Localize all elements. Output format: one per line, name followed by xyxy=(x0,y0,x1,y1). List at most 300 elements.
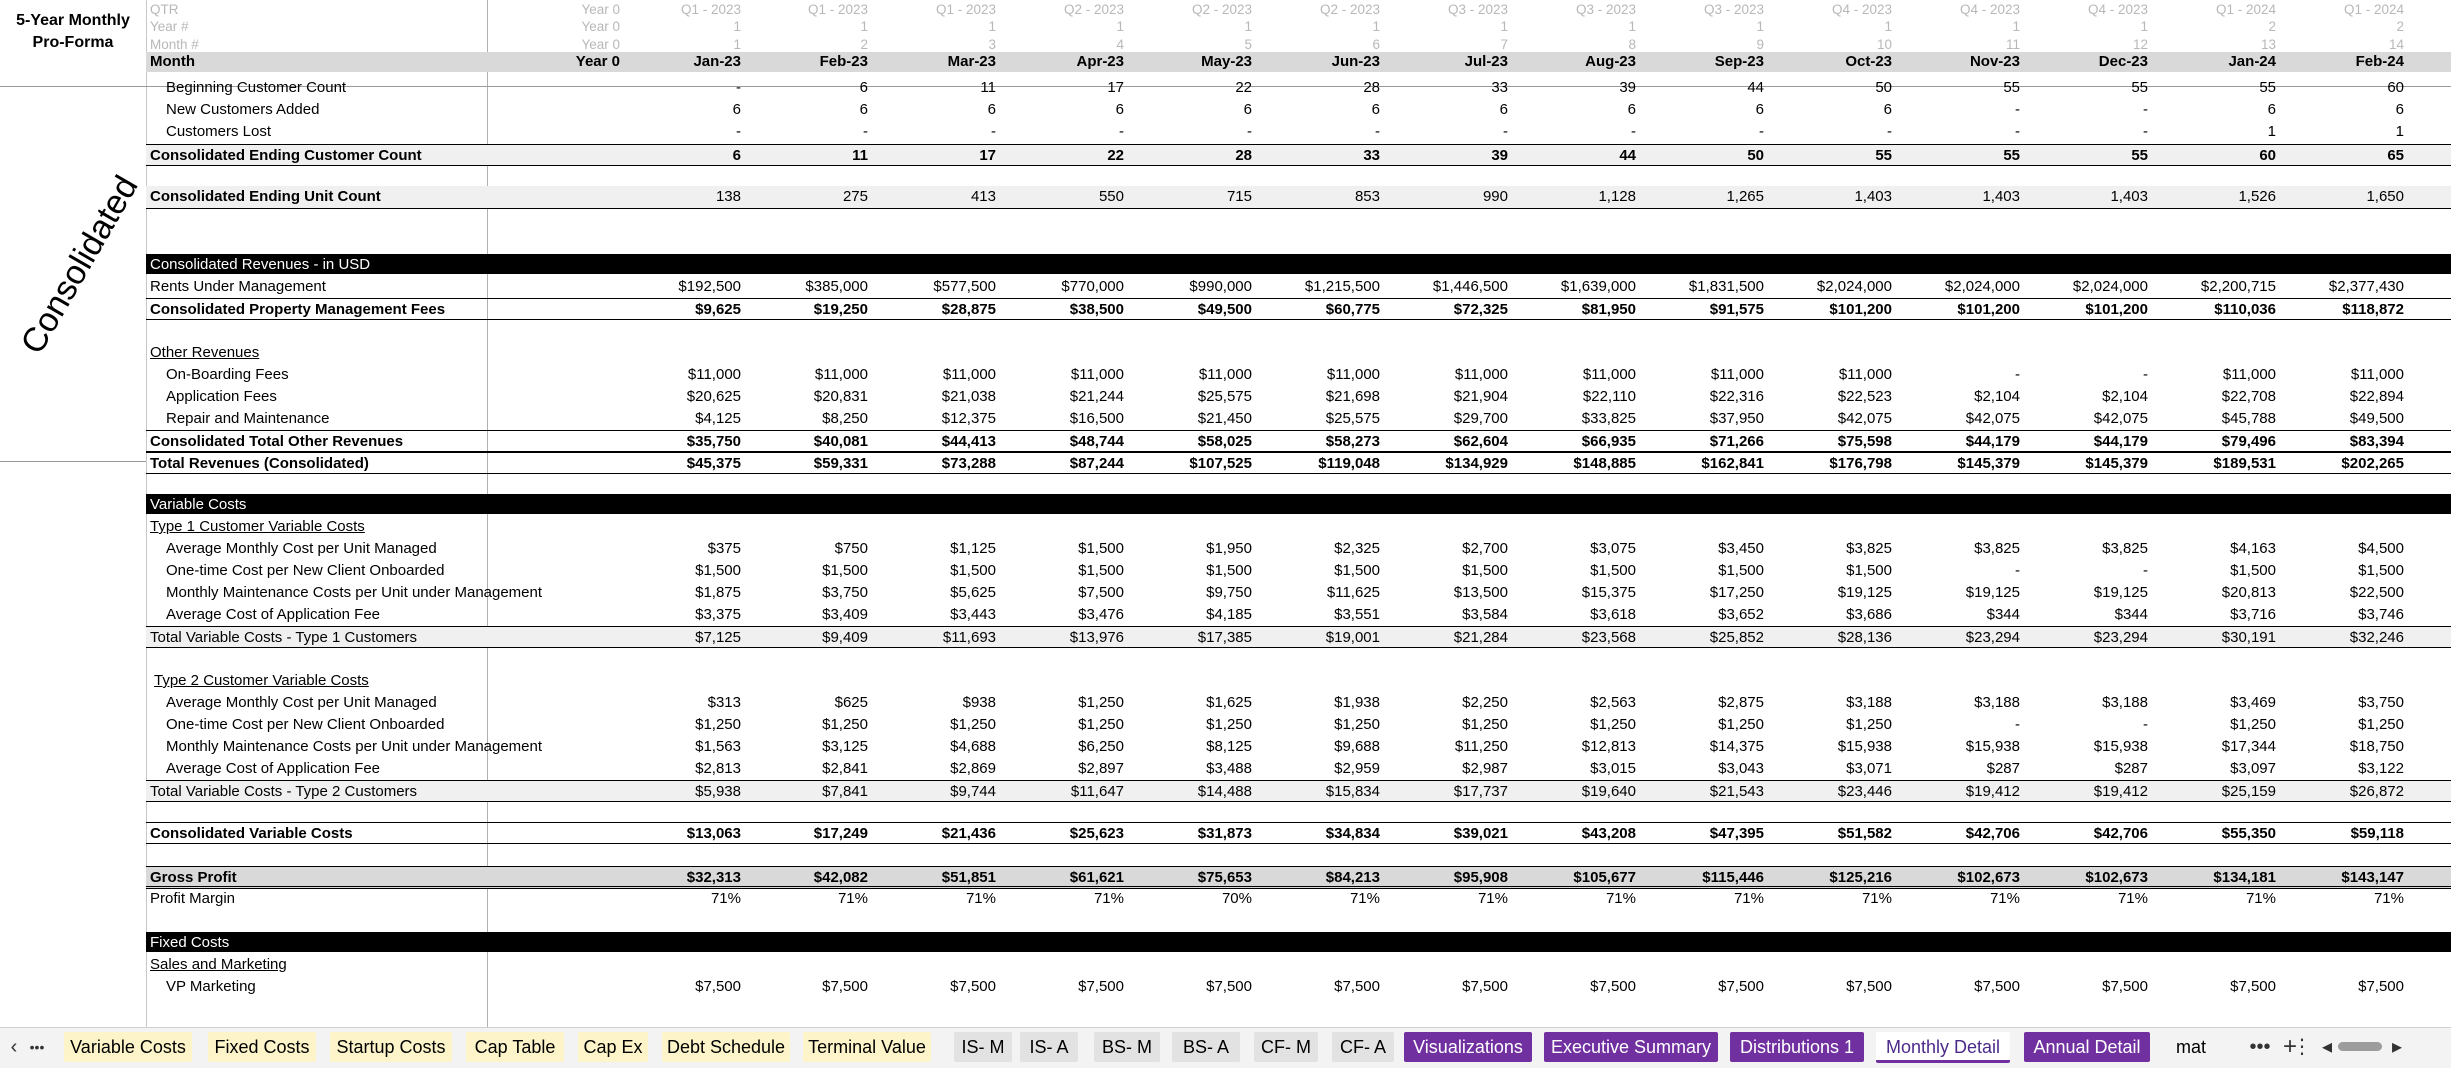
value-cell[interactable]: $1,250 xyxy=(1846,716,1892,733)
value-cell[interactable]: $1,250 xyxy=(1078,694,1124,711)
value-cell[interactable]: $19,125 xyxy=(2093,584,2148,601)
value-cell[interactable]: $101,200 xyxy=(1829,301,1892,318)
header-cell[interactable]: Oct-23 xyxy=(1845,53,1892,70)
value-cell[interactable]: $44,179 xyxy=(2093,433,2148,450)
value-cell[interactable]: $1,215,500 xyxy=(1304,278,1380,295)
sheet-tab[interactable]: CF- A xyxy=(1332,1032,1394,1062)
value-cell[interactable]: $2,024,000 xyxy=(1816,278,1892,295)
header-cell[interactable]: Mar-23 xyxy=(947,53,996,70)
value-cell[interactable]: $1,500 xyxy=(2358,562,2404,579)
row-label[interactable]: New Customers Added xyxy=(166,101,320,118)
value-cell[interactable]: 413 xyxy=(970,188,996,205)
value-cell[interactable]: $2,875 xyxy=(1718,694,1764,711)
row-label[interactable]: Variable Costs xyxy=(150,496,247,513)
value-cell[interactable]: 11 xyxy=(852,147,868,164)
row-label[interactable]: On-Boarding Fees xyxy=(166,366,289,383)
value-cell[interactable]: $1,938 xyxy=(1334,694,1380,711)
value-cell[interactable]: $1,250 xyxy=(2230,716,2276,733)
value-cell[interactable]: $3,450 xyxy=(1718,540,1764,557)
value-cell[interactable]: $344 xyxy=(1986,606,2020,623)
value-cell[interactable]: $6,250 xyxy=(1078,738,1124,755)
value-cell[interactable]: $9,750 xyxy=(1206,584,1252,601)
value-cell[interactable]: $73,288 xyxy=(941,455,996,472)
value-cell[interactable]: $9,744 xyxy=(950,783,996,800)
value-cell[interactable]: $15,938 xyxy=(1965,738,2020,755)
value-cell[interactable]: $3,015 xyxy=(1590,760,1636,777)
header-label[interactable]: Month xyxy=(150,53,195,70)
value-cell[interactable]: 715 xyxy=(1226,188,1252,205)
value-cell[interactable]: $22,523 xyxy=(1837,388,1892,405)
value-cell[interactable]: $13,500 xyxy=(1453,584,1508,601)
value-cell[interactable]: $35,750 xyxy=(686,433,741,450)
value-cell[interactable]: $23,294 xyxy=(1965,629,2020,646)
value-cell[interactable]: $287 xyxy=(2114,760,2148,777)
value-cell[interactable]: $4,125 xyxy=(695,410,741,427)
value-cell[interactable]: $22,110 xyxy=(1582,388,1636,405)
value-cell[interactable]: 22 xyxy=(1107,147,1124,164)
value-cell[interactable]: $25,575 xyxy=(1197,388,1252,405)
header-cell[interactable]: 1 xyxy=(1116,19,1124,34)
value-cell[interactable]: $990,000 xyxy=(1189,278,1252,295)
sheet-tab[interactable]: BS- A xyxy=(1172,1032,1240,1062)
value-cell[interactable]: $11,693 xyxy=(942,629,996,646)
sheet-tab[interactable]: Debt Schedule xyxy=(662,1032,790,1062)
value-cell[interactable]: $61,621 xyxy=(1069,869,1124,886)
header-label[interactable]: Year # xyxy=(150,19,189,34)
value-cell[interactable]: $148,885 xyxy=(1573,455,1636,472)
value-cell[interactable]: $33,825 xyxy=(1581,410,1636,427)
value-cell[interactable]: - xyxy=(2015,101,2020,118)
value-cell[interactable]: $25,623 xyxy=(1069,825,1124,842)
value-cell[interactable]: $17,737 xyxy=(1453,783,1508,800)
value-cell[interactable]: $1,831,500 xyxy=(1688,278,1764,295)
value-cell[interactable]: $5,938 xyxy=(695,783,741,800)
value-cell[interactable]: $1,950 xyxy=(1206,540,1252,557)
header-cell[interactable]: Q2 - 2023 xyxy=(1191,2,1252,17)
value-cell[interactable]: $2,987 xyxy=(1462,760,1508,777)
value-cell[interactable]: - xyxy=(2015,716,2020,733)
value-cell[interactable]: $22,316 xyxy=(1709,388,1764,405)
sheet-tab[interactable]: Cap Ex xyxy=(578,1032,648,1062)
value-cell[interactable]: $40,081 xyxy=(813,433,868,450)
value-cell[interactable]: $287 xyxy=(1986,760,2020,777)
value-cell[interactable]: 6 xyxy=(1499,101,1508,118)
value-cell[interactable]: $7,500 xyxy=(1206,978,1252,995)
value-cell[interactable]: $13,976 xyxy=(1069,629,1124,646)
value-cell[interactable]: $2,325 xyxy=(1334,540,1380,557)
value-cell[interactable]: 71% xyxy=(1605,890,1636,907)
value-cell[interactable]: $2,841 xyxy=(822,760,868,777)
value-cell[interactable]: $3,584 xyxy=(1462,606,1508,623)
value-cell[interactable]: $1,500 xyxy=(1462,562,1508,579)
row-label[interactable]: Average Monthly Cost per Unit Managed xyxy=(166,694,437,711)
value-cell[interactable]: $43,208 xyxy=(1581,825,1636,842)
header-cell[interactable]: Q4 - 2023 xyxy=(1959,2,2020,17)
value-cell[interactable]: $11,000 xyxy=(687,366,741,383)
value-cell[interactable]: $1,875 xyxy=(695,584,741,601)
value-cell[interactable]: $1,500 xyxy=(695,562,741,579)
value-cell[interactable]: $3,716 xyxy=(2230,606,2276,623)
value-cell[interactable]: $11,000 xyxy=(1454,366,1508,383)
header-cell[interactable]: Q1 - 2023 xyxy=(807,2,868,17)
value-cell[interactable]: $102,673 xyxy=(2085,869,2148,886)
header-cell[interactable]: Jul-23 xyxy=(1464,53,1508,70)
value-cell[interactable]: $2,200,715 xyxy=(2200,278,2276,295)
value-cell[interactable]: 1,650 xyxy=(2366,188,2404,205)
value-cell[interactable]: 138 xyxy=(715,188,741,205)
value-cell[interactable]: 28 xyxy=(1363,79,1380,96)
value-cell[interactable]: $48,744 xyxy=(1069,433,1124,450)
value-cell[interactable]: $3,825 xyxy=(2102,540,2148,557)
row-label[interactable]: Sales and Marketing xyxy=(150,956,287,973)
value-cell[interactable]: 1 xyxy=(2395,123,2404,140)
header-cell[interactable]: May-23 xyxy=(1201,53,1252,70)
value-cell[interactable]: $3,469 xyxy=(2230,694,2276,711)
value-cell[interactable]: $1,500 xyxy=(1078,562,1124,579)
value-cell[interactable]: $3,122 xyxy=(2358,760,2404,777)
scroll-left-icon[interactable]: ◂ xyxy=(2321,1036,2333,1058)
value-cell[interactable]: $39,021 xyxy=(1453,825,1508,842)
value-cell[interactable]: 71% xyxy=(2117,890,2148,907)
header-cell[interactable]: Feb-24 xyxy=(2355,53,2404,70)
row-label[interactable]: Consolidated Property Management Fees xyxy=(150,301,446,318)
header-cell[interactable]: 14 xyxy=(2388,37,2404,52)
value-cell[interactable]: $1,250 xyxy=(822,716,868,733)
value-cell[interactable]: $313 xyxy=(707,694,741,711)
add-sheet-icon[interactable]: + xyxy=(2282,1033,2297,1060)
value-cell[interactable]: $2,897 xyxy=(1078,760,1124,777)
value-cell[interactable]: $4,500 xyxy=(2358,540,2404,557)
value-cell[interactable]: - xyxy=(2015,123,2020,140)
value-cell[interactable]: $770,000 xyxy=(1061,278,1124,295)
value-cell[interactable]: $75,598 xyxy=(1837,433,1892,450)
value-cell[interactable]: $1,500 xyxy=(1590,562,1636,579)
value-cell[interactable]: $55,350 xyxy=(2221,825,2276,842)
value-cell[interactable]: $2,959 xyxy=(1334,760,1380,777)
header-cell[interactable]: Jun-23 xyxy=(1331,53,1380,70)
value-cell[interactable]: $145,379 xyxy=(2085,455,2148,472)
sheet-tab[interactable]: CF- M xyxy=(1254,1032,1318,1062)
value-cell[interactable]: $21,450 xyxy=(1197,410,1252,427)
header-cell[interactable]: 1 xyxy=(1884,19,1892,34)
value-cell[interactable]: $49,500 xyxy=(2349,410,2404,427)
value-cell[interactable]: $42,706 xyxy=(2093,825,2148,842)
value-cell[interactable]: 33 xyxy=(1491,79,1508,96)
value-cell[interactable]: $42,706 xyxy=(1965,825,2020,842)
value-cell[interactable]: - xyxy=(1503,123,1508,140)
value-cell[interactable]: $7,500 xyxy=(2358,978,2404,995)
value-cell[interactable]: 11 xyxy=(980,79,996,96)
value-cell[interactable]: $3,097 xyxy=(2230,760,2276,777)
row-label[interactable]: Monthly Maintenance Costs per Unit under Management xyxy=(166,738,543,755)
value-cell[interactable]: $19,125 xyxy=(1965,584,2020,601)
value-cell[interactable]: $11,000 xyxy=(2350,366,2404,383)
value-cell[interactable]: - xyxy=(1631,123,1636,140)
more-tabs-icon[interactable]: ••• xyxy=(29,1039,45,1055)
value-cell[interactable]: $7,500 xyxy=(1718,978,1764,995)
header-cell[interactable]: 10 xyxy=(1876,37,1892,52)
value-cell[interactable]: $42,075 xyxy=(1965,410,2020,427)
header-cell[interactable]: 1 xyxy=(1372,19,1380,34)
value-cell[interactable]: 6 xyxy=(1883,101,1892,118)
row-label[interactable]: Average Cost of Application Fee xyxy=(166,760,381,777)
value-cell[interactable]: 6 xyxy=(1243,101,1252,118)
sheet-tab[interactable]: Variable Costs xyxy=(64,1032,192,1062)
value-cell[interactable]: - xyxy=(1247,123,1252,140)
header-cell[interactable]: 2 xyxy=(2268,19,2276,34)
header-cell[interactable]: Q3 - 2023 xyxy=(1703,2,1764,17)
value-cell[interactable]: $47,395 xyxy=(1709,825,1764,842)
value-cell[interactable]: $7,500 xyxy=(1462,978,1508,995)
value-cell[interactable]: $7,500 xyxy=(695,978,741,995)
value-cell[interactable]: 28 xyxy=(1235,147,1252,164)
value-cell[interactable]: $11,000 xyxy=(1838,366,1892,383)
sheet-tab[interactable]: Cap Table xyxy=(466,1032,564,1062)
row-label[interactable]: One-time Cost per New Client Onboarded xyxy=(166,562,445,579)
value-cell[interactable]: $11,647 xyxy=(1070,783,1124,800)
value-cell[interactable]: 55 xyxy=(2259,79,2276,96)
value-cell[interactable]: $20,813 xyxy=(2221,584,2276,601)
value-cell[interactable]: $44,413 xyxy=(941,433,996,450)
value-cell[interactable]: - xyxy=(1119,123,1124,140)
value-cell[interactable]: $1,446,500 xyxy=(1432,278,1508,295)
sheet-tab[interactable]: Annual Detail xyxy=(2024,1032,2150,1062)
value-cell[interactable]: 71% xyxy=(2373,890,2404,907)
sheet-tab[interactable]: Startup Costs xyxy=(330,1032,452,1062)
header-cell[interactable]: Year 0 xyxy=(581,37,620,52)
value-cell[interactable]: $79,496 xyxy=(2221,433,2276,450)
value-cell[interactable]: 55 xyxy=(2003,79,2020,96)
value-cell[interactable]: $134,181 xyxy=(2213,869,2276,886)
value-cell[interactable]: $3,686 xyxy=(1846,606,1892,623)
value-cell[interactable]: $28,136 xyxy=(1837,629,1892,646)
sheet-tab[interactable]: Distributions 1 xyxy=(1730,1032,1864,1062)
value-cell[interactable]: $1,500 xyxy=(822,562,868,579)
value-cell[interactable]: $14,375 xyxy=(1709,738,1764,755)
value-cell[interactable]: $2,869 xyxy=(950,760,996,777)
value-cell[interactable]: $115,446 xyxy=(1702,869,1764,886)
row-label[interactable]: VP Marketing xyxy=(166,978,256,995)
value-cell[interactable]: $23,568 xyxy=(1581,629,1636,646)
value-cell[interactable]: 71% xyxy=(1349,890,1380,907)
value-cell[interactable]: $143,147 xyxy=(2341,869,2404,886)
value-cell[interactable]: $8,250 xyxy=(822,410,868,427)
value-cell[interactable]: $3,618 xyxy=(1590,606,1636,623)
value-cell[interactable]: $2,024,000 xyxy=(1944,278,2020,295)
header-cell[interactable]: 1 xyxy=(1628,19,1636,34)
value-cell[interactable]: 60 xyxy=(2387,79,2404,96)
value-cell[interactable]: 6 xyxy=(732,101,741,118)
value-cell[interactable]: - xyxy=(1887,123,1892,140)
value-cell[interactable]: 1,526 xyxy=(2238,188,2276,205)
value-cell[interactable]: $59,118 xyxy=(2350,825,2404,842)
sheet-tab[interactable]: BS- M xyxy=(1094,1032,1160,1062)
header-cell[interactable]: 3 xyxy=(988,37,996,52)
header-cell[interactable]: Apr-23 xyxy=(1076,53,1124,70)
header-cell[interactable]: Year 0 xyxy=(581,2,620,17)
value-cell[interactable]: $42,082 xyxy=(813,869,868,886)
value-cell[interactable]: $110,036 xyxy=(2214,301,2276,318)
header-cell[interactable]: 4 xyxy=(1116,37,1124,52)
row-label[interactable]: Total Variable Costs - Type 2 Customers xyxy=(150,783,418,800)
value-cell[interactable]: $101,200 xyxy=(2085,301,2148,318)
value-cell[interactable]: - xyxy=(2143,101,2148,118)
value-cell[interactable]: $23,294 xyxy=(2093,629,2148,646)
sheet-tab[interactable]: Fixed Costs xyxy=(208,1032,316,1062)
value-cell[interactable]: 71% xyxy=(2245,890,2276,907)
header-cell[interactable]: Feb-23 xyxy=(819,53,868,70)
value-cell[interactable]: $2,377,430 xyxy=(2328,278,2404,295)
value-cell[interactable]: $625 xyxy=(834,694,868,711)
value-cell[interactable]: $1,250 xyxy=(1718,716,1764,733)
header-cell[interactable]: Jan-24 xyxy=(2228,53,2276,70)
value-cell[interactable]: $7,500 xyxy=(1078,978,1124,995)
value-cell[interactable]: $107,525 xyxy=(1189,455,1252,472)
value-cell[interactable]: $26,872 xyxy=(2349,783,2404,800)
value-cell[interactable]: $16,500 xyxy=(1069,410,1124,427)
value-cell[interactable]: $11,000 xyxy=(1326,366,1380,383)
value-cell[interactable]: 1,403 xyxy=(1982,188,2020,205)
value-cell[interactable]: $385,000 xyxy=(805,278,868,295)
header-cell[interactable]: 1 xyxy=(860,19,868,34)
value-cell[interactable]: $1,563 xyxy=(695,738,741,755)
value-cell[interactable]: 55 xyxy=(2131,79,2148,96)
value-cell[interactable]: 71% xyxy=(1477,890,1508,907)
value-cell[interactable]: $2,700 xyxy=(1462,540,1508,557)
value-cell[interactable]: $344 xyxy=(2114,606,2148,623)
row-label[interactable]: Total Revenues (Consolidated) xyxy=(150,455,369,472)
value-cell[interactable]: 853 xyxy=(1354,188,1380,205)
value-cell[interactable]: 1,403 xyxy=(2110,188,2148,205)
value-cell[interactable]: $1,125 xyxy=(950,540,996,557)
header-cell[interactable]: Q4 - 2023 xyxy=(2087,2,2148,17)
value-cell[interactable]: $1,625 xyxy=(1206,694,1252,711)
value-cell[interactable]: 17 xyxy=(979,147,996,164)
value-cell[interactable]: 6 xyxy=(859,101,868,118)
value-cell[interactable]: $31,873 xyxy=(1197,825,1252,842)
value-cell[interactable]: $1,250 xyxy=(1462,716,1508,733)
value-cell[interactable]: 275 xyxy=(842,188,868,205)
value-cell[interactable]: $3,188 xyxy=(1974,694,2020,711)
header-cell[interactable]: Q1 - 2024 xyxy=(2215,2,2276,17)
value-cell[interactable]: - xyxy=(736,79,741,96)
value-cell[interactable]: $7,500 xyxy=(2230,978,2276,995)
header-cell[interactable]: 1 xyxy=(988,19,996,34)
value-cell[interactable]: $51,851 xyxy=(941,869,996,886)
value-cell[interactable]: 6 xyxy=(1371,101,1380,118)
header-cell[interactable]: Q1 - 2024 xyxy=(2343,2,2404,17)
value-cell[interactable]: $17,385 xyxy=(1197,629,1252,646)
value-cell[interactable]: $9,625 xyxy=(695,301,741,318)
value-cell[interactable]: $2,104 xyxy=(2102,388,2148,405)
header-cell[interactable]: 11 xyxy=(2005,37,2020,52)
header-cell[interactable]: 13 xyxy=(2260,37,2276,52)
value-cell[interactable]: 1,403 xyxy=(1854,188,1892,205)
value-cell[interactable]: $34,834 xyxy=(1325,825,1380,842)
value-cell[interactable]: $9,688 xyxy=(1334,738,1380,755)
header-cell[interactable]: 1 xyxy=(733,19,741,34)
value-cell[interactable]: $7,841 xyxy=(822,783,868,800)
value-cell[interactable]: $15,938 xyxy=(1837,738,1892,755)
value-cell[interactable]: 55 xyxy=(2131,147,2148,164)
value-cell[interactable]: $162,841 xyxy=(1701,455,1764,472)
value-cell[interactable]: $7,500 xyxy=(1590,978,1636,995)
value-cell[interactable]: $49,500 xyxy=(1197,301,1252,318)
value-cell[interactable]: $17,250 xyxy=(1709,584,1764,601)
value-cell[interactable]: $44,179 xyxy=(1965,433,2020,450)
value-cell[interactable]: $1,639,000 xyxy=(1560,278,1636,295)
value-cell[interactable]: $14,488 xyxy=(1197,783,1252,800)
value-cell[interactable]: $21,904 xyxy=(1453,388,1508,405)
value-cell[interactable]: $1,500 xyxy=(1206,562,1252,579)
value-cell[interactable]: $15,938 xyxy=(2093,738,2148,755)
value-cell[interactable]: $2,250 xyxy=(1462,694,1508,711)
value-cell[interactable]: $19,640 xyxy=(1581,783,1636,800)
value-cell[interactable]: $22,894 xyxy=(2349,388,2404,405)
value-cell[interactable]: $21,038 xyxy=(941,388,996,405)
sheet-tab[interactable]: IS- A xyxy=(1020,1032,1078,1062)
value-cell[interactable]: $19,125 xyxy=(1837,584,1892,601)
value-cell[interactable]: 60 xyxy=(2259,147,2276,164)
value-cell[interactable]: $3,746 xyxy=(2358,606,2404,623)
header-label[interactable]: Month # xyxy=(150,37,199,52)
header-cell[interactable]: Q4 - 2023 xyxy=(1831,2,1892,17)
value-cell[interactable]: $7,500 xyxy=(822,978,868,995)
value-cell[interactable]: $21,436 xyxy=(941,825,996,842)
value-cell[interactable]: $12,813 xyxy=(1581,738,1636,755)
value-cell[interactable]: 6 xyxy=(987,101,996,118)
value-cell[interactable]: $45,788 xyxy=(2221,410,2276,427)
sheet-tab[interactable]: Executive Summary xyxy=(1544,1032,1718,1062)
value-cell[interactable]: $102,673 xyxy=(1957,869,2020,886)
value-cell[interactable]: 6 xyxy=(859,79,868,96)
value-cell[interactable]: 6 xyxy=(2395,101,2404,118)
header-cell[interactable]: 1 xyxy=(1500,19,1508,34)
row-label[interactable]: Profit Margin xyxy=(150,890,236,907)
value-cell[interactable]: $2,563 xyxy=(1590,694,1636,711)
value-cell[interactable]: $59,331 xyxy=(813,455,868,472)
value-cell[interactable]: 39 xyxy=(1491,147,1508,164)
value-cell[interactable]: $38,500 xyxy=(1069,301,1124,318)
value-cell[interactable]: - xyxy=(863,123,868,140)
header-cell[interactable]: 9 xyxy=(1756,37,1764,52)
value-cell[interactable]: $1,500 xyxy=(1334,562,1380,579)
header-cell[interactable]: 5 xyxy=(1244,37,1252,52)
value-cell[interactable]: $11,000 xyxy=(1710,366,1764,383)
value-cell[interactable]: $87,244 xyxy=(1069,455,1124,472)
value-cell[interactable]: $15,834 xyxy=(1325,783,1380,800)
header-cell[interactable]: Q1 - 2023 xyxy=(680,2,741,17)
value-cell[interactable]: 33 xyxy=(1363,147,1380,164)
value-cell[interactable]: $375 xyxy=(707,540,741,557)
value-cell[interactable]: $3,750 xyxy=(2358,694,2404,711)
header-label[interactable]: QTR xyxy=(150,2,179,17)
row-label[interactable]: Consolidated Ending Customer Count xyxy=(150,147,422,164)
value-cell[interactable]: $125,216 xyxy=(1829,869,1892,886)
horizontal-scrollbar-thumb[interactable] xyxy=(2338,1042,2382,1051)
value-cell[interactable]: $17,249 xyxy=(813,825,868,842)
value-cell[interactable]: $11,625 xyxy=(1326,584,1380,601)
value-cell[interactable]: $29,700 xyxy=(1453,410,1508,427)
value-cell[interactable]: $134,929 xyxy=(1445,455,1508,472)
row-label[interactable]: One-time Cost per New Client Onboarded xyxy=(166,716,445,733)
sheet-tab[interactable]: mat xyxy=(2175,1037,2206,1057)
header-cell[interactable]: 1 xyxy=(2012,19,2020,34)
value-cell[interactable]: $3,476 xyxy=(1078,606,1124,623)
row-label[interactable]: Consolidated Ending Unit Count xyxy=(150,188,381,205)
value-cell[interactable]: - xyxy=(2143,366,2148,383)
value-cell[interactable]: $3,488 xyxy=(1206,760,1252,777)
